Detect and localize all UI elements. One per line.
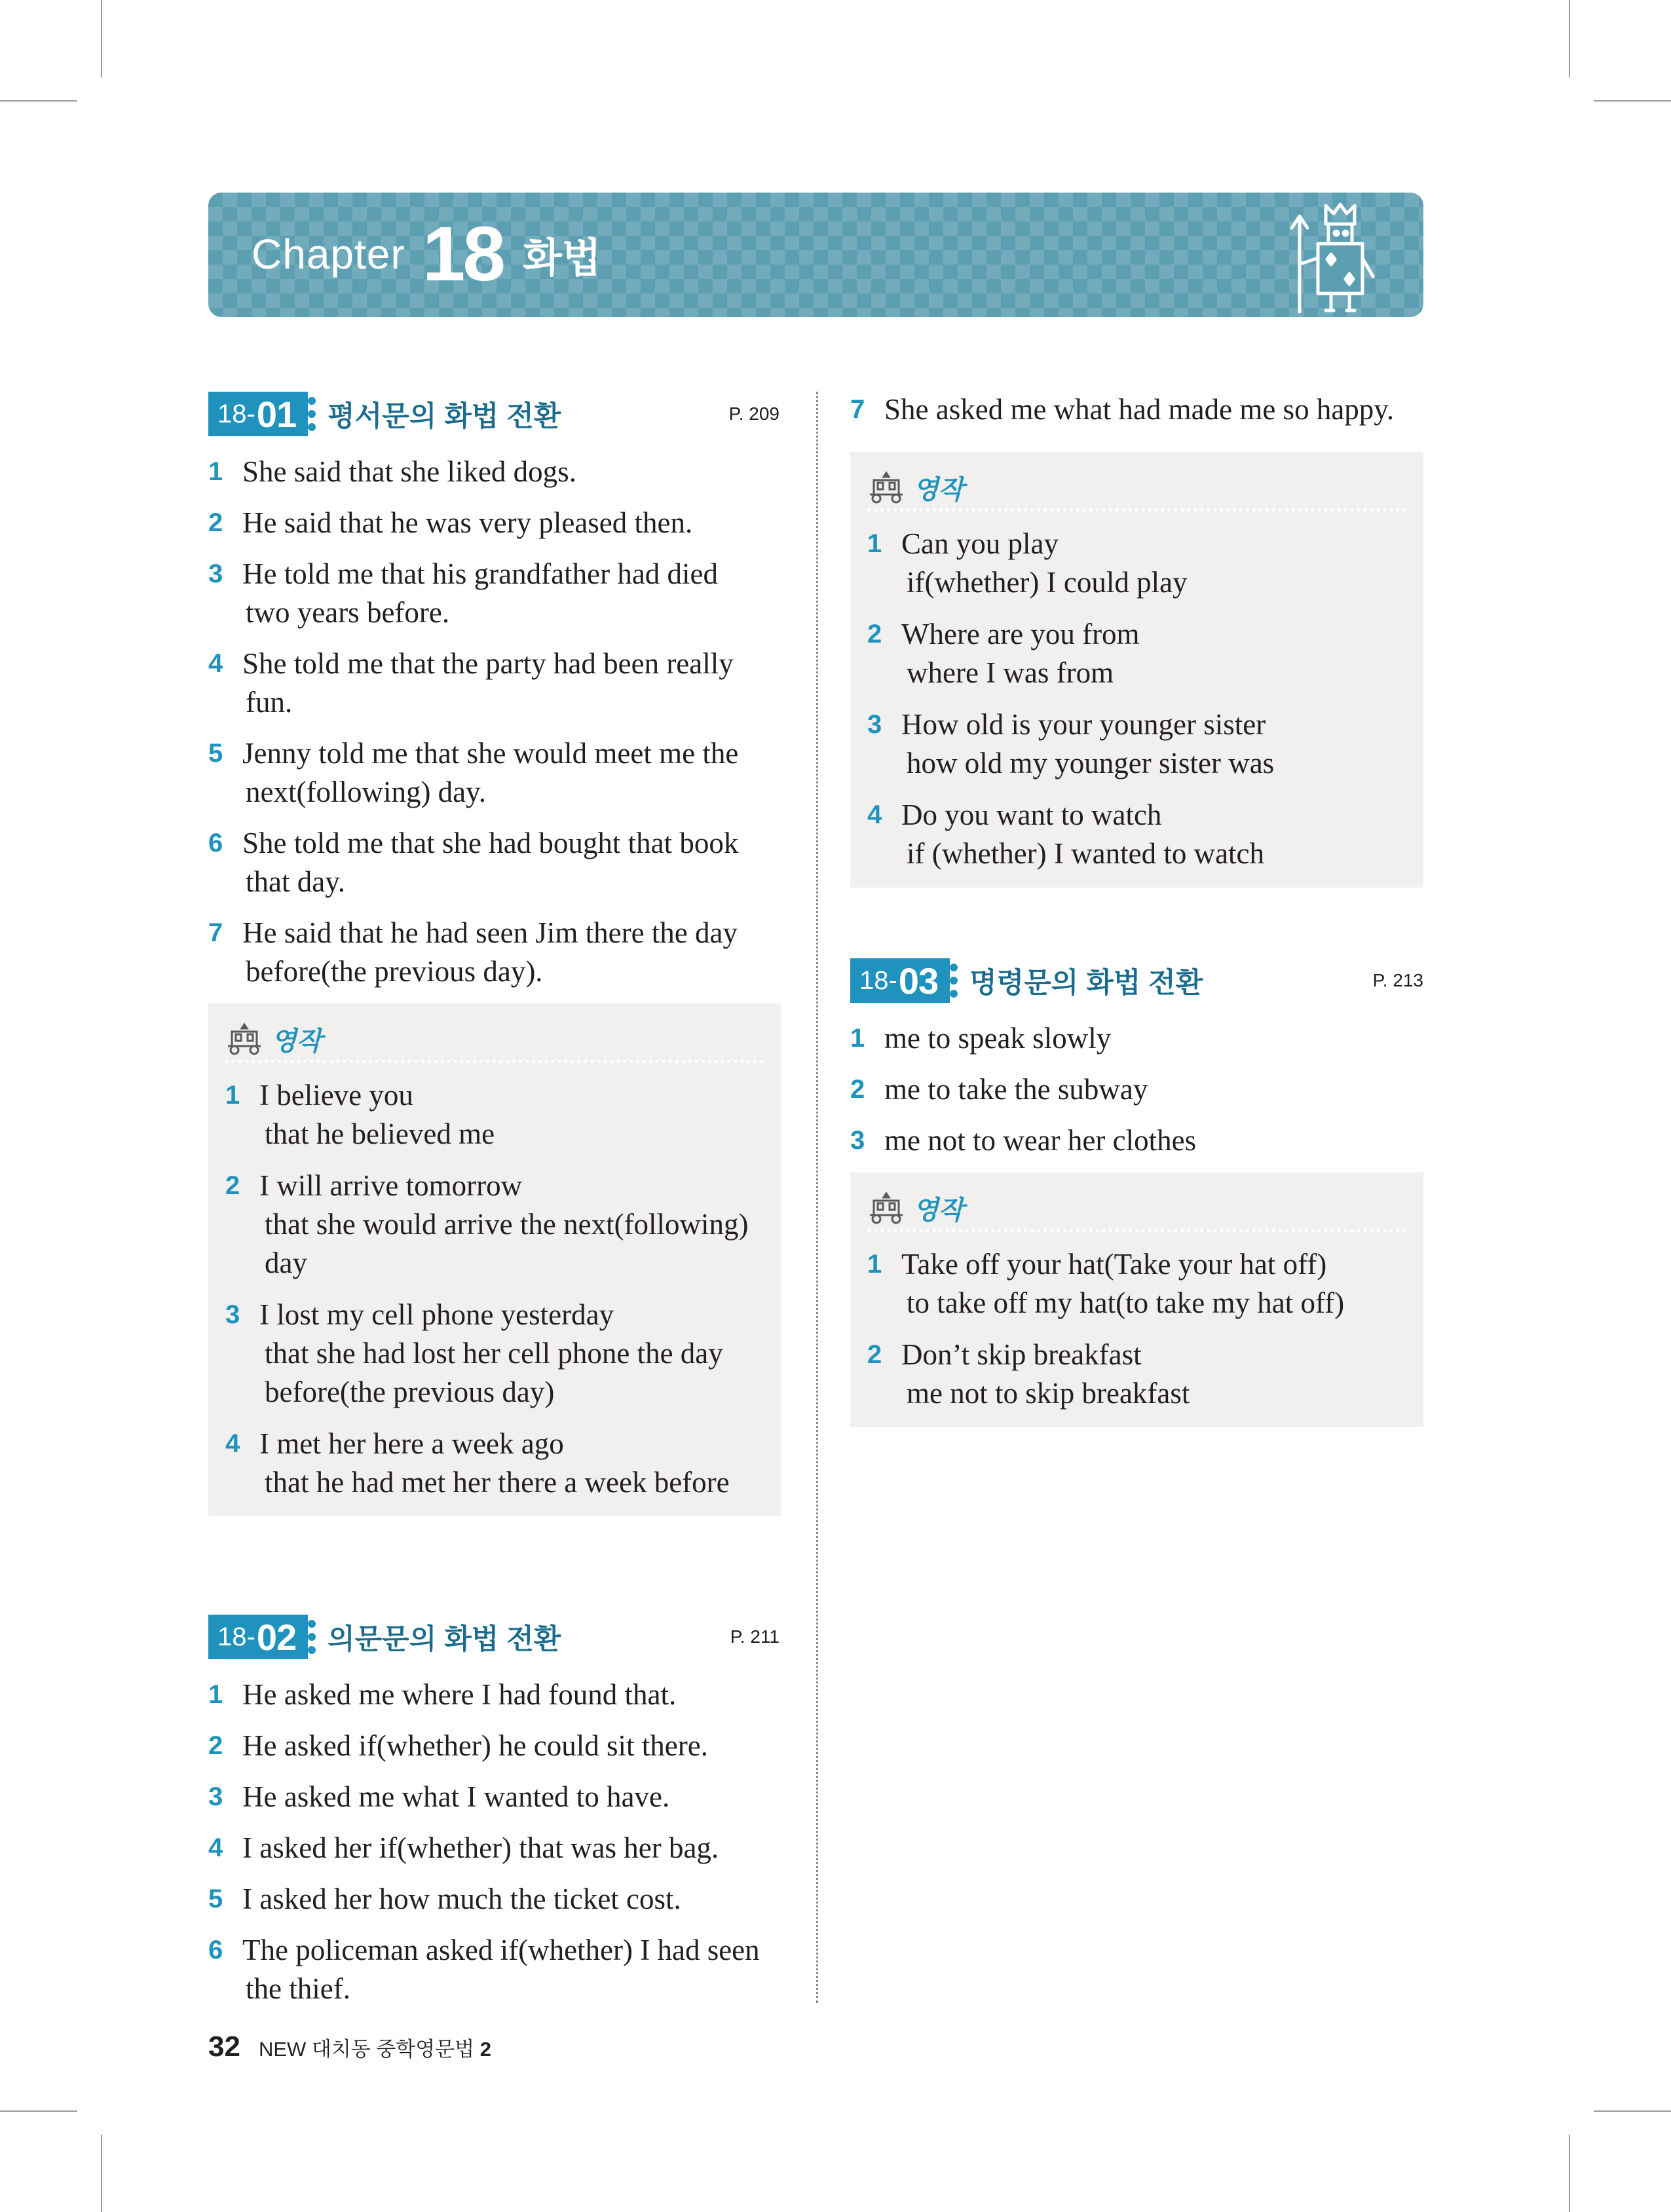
composition-label: 영작	[271, 1026, 322, 1056]
section-tag	[850, 958, 950, 1003]
page-number: 32	[208, 2031, 240, 2063]
crop-mark	[101, 2135, 102, 2212]
item-text: He said that he was very pleased then.	[242, 506, 693, 539]
item-text: me not to wear her clothes	[884, 1124, 1197, 1157]
item-number: 2	[850, 1075, 865, 1104]
item-text: before(the previous day)	[265, 1376, 555, 1408]
section-tag	[208, 1615, 308, 1659]
list-item	[208, 1676, 779, 1714]
card-soldier-icon	[1273, 199, 1411, 314]
item-text: She asked me what had made me so happy.	[884, 393, 1395, 426]
item-text: I asked her if(whether) that was her bag.	[242, 1831, 719, 1864]
item-text: that she would arrive the next(following)	[265, 1208, 749, 1241]
column-divider	[816, 392, 818, 2003]
list-item	[225, 1296, 764, 1412]
crop-mark	[1594, 100, 1671, 102]
composition-list	[867, 1245, 1406, 1413]
item-number: 4	[208, 1833, 223, 1862]
section-number: 03	[898, 960, 939, 1002]
item-text: how old my younger sister was	[907, 747, 1275, 779]
list-item	[208, 1880, 779, 1919]
item-text: Jenny told me that she would meet me the	[242, 737, 739, 770]
answer-list	[850, 1019, 1423, 1160]
list-item	[208, 1931, 779, 2008]
item-number: 4	[208, 649, 223, 678]
list-item	[867, 1336, 1406, 1413]
item-number: 2	[208, 1731, 223, 1760]
section-prefix: 18-	[217, 1622, 255, 1651]
list-item	[208, 824, 779, 901]
composition-list	[225, 1076, 764, 1502]
item-text: fun.	[246, 686, 293, 719]
list-item	[867, 796, 1406, 873]
item-number: 7	[208, 918, 223, 947]
carriage-icon	[867, 1191, 905, 1224]
item-text: that he had met her there a week before	[265, 1466, 730, 1499]
crop-mark	[0, 100, 77, 102]
item-number: 4	[225, 1429, 240, 1458]
item-text: She told me that the party had been really	[242, 647, 734, 680]
item-number: 4	[867, 800, 882, 829]
item-number: 2	[208, 508, 223, 537]
list-item	[867, 525, 1406, 602]
list-item	[225, 1167, 764, 1283]
item-text: How old is your younger sister	[901, 708, 1266, 741]
item-number: 3	[208, 559, 223, 588]
book-volume: 2	[479, 2038, 491, 2061]
item-text: where I was from	[907, 656, 1114, 689]
item-text: He told me that his grandfather had died	[242, 557, 719, 590]
section-tag	[208, 392, 308, 436]
item-number: 2	[867, 1340, 882, 1369]
composition-box	[850, 452, 1423, 888]
section-header	[208, 1613, 779, 1660]
item-number: 1	[208, 1680, 223, 1709]
item-number: 1	[867, 529, 882, 558]
composition-header	[867, 1187, 1406, 1232]
composition-header	[225, 1018, 764, 1063]
item-number: 1	[225, 1081, 240, 1110]
item-text: He asked if(whether) he could sit there.	[242, 1729, 708, 1762]
item-text: I lost my cell phone yesterday	[259, 1298, 614, 1331]
list-item	[225, 1425, 764, 1502]
item-text: I believe you	[259, 1079, 413, 1112]
item-text: He asked me what I wanted to have.	[242, 1780, 670, 1813]
composition-list	[867, 525, 1406, 873]
item-text: The policeman asked if(whether) I had seen	[242, 1934, 760, 1966]
item-text: I met her here a week ago	[259, 1427, 564, 1460]
item-number: 2	[225, 1171, 240, 1200]
book-title-text: NEW 대치동 중학영문법	[258, 2038, 475, 2061]
item-text: I asked her how much the ticket cost.	[242, 1883, 681, 1915]
item-text: before(the previous day).	[246, 955, 543, 988]
list-item	[867, 1245, 1406, 1322]
section-title: 의문문의 화법 전환	[328, 1623, 561, 1655]
item-text: me not to skip breakfast	[907, 1377, 1190, 1410]
item-text: that she had lost her cell phone the day	[265, 1337, 723, 1370]
chapter-heading	[252, 208, 601, 300]
list-item	[208, 504, 779, 542]
left-column	[208, 390, 779, 2021]
section-number: 01	[256, 393, 297, 435]
item-text: two years before.	[246, 596, 450, 629]
item-number: 3	[225, 1300, 240, 1329]
list-item	[208, 645, 779, 722]
item-text: Don’t skip breakfast	[901, 1338, 1142, 1371]
item-text: Do you want to watch	[901, 798, 1162, 831]
crop-mark	[101, 0, 102, 77]
list-item	[850, 1070, 1423, 1109]
right-column	[850, 390, 1423, 1427]
crop-mark	[0, 2110, 77, 2112]
chapter-title: 화법	[522, 235, 601, 281]
item-text: if (whether) I wanted to watch	[907, 837, 1265, 870]
item-text: to take off my hat(to take my hat off)	[907, 1286, 1345, 1319]
book-title	[259, 2033, 491, 2062]
section-prefix: 18-	[217, 399, 255, 428]
tag-notch	[308, 1620, 316, 1654]
composition-header	[867, 466, 1406, 512]
crop-mark	[1594, 2110, 1671, 2112]
crop-mark	[1569, 2135, 1570, 2212]
composition-box	[208, 1003, 781, 1516]
answer-list	[208, 1676, 779, 2008]
list-item	[867, 615, 1406, 692]
carriage-icon	[225, 1022, 263, 1055]
chapter-banner	[208, 193, 1423, 317]
section-number: 02	[256, 1616, 297, 1658]
list-item	[850, 1121, 1423, 1160]
chapter-number: 18	[422, 211, 503, 297]
list-item	[867, 705, 1406, 783]
list-item	[225, 1076, 764, 1153]
page-reference: P. 209	[728, 403, 779, 424]
list-item	[208, 1829, 779, 1867]
composition-box	[850, 1172, 1423, 1427]
item-text: She told me that she had bought that book	[242, 827, 739, 859]
item-number: 3	[850, 1126, 865, 1155]
page-reference: P. 213	[1372, 970, 1423, 990]
item-text: Where are you from	[901, 618, 1140, 650]
item-text: that he believed me	[265, 1117, 495, 1150]
tag-notch	[308, 397, 316, 431]
composition-label: 영작	[913, 1195, 964, 1225]
item-text: Can you play	[901, 527, 1059, 560]
item-number: 7	[850, 395, 865, 424]
item-text: I will arrive tomorrow	[259, 1169, 523, 1202]
item-number: 5	[208, 1884, 223, 1913]
item-text: She said that she liked dogs.	[242, 455, 576, 488]
item-number: 3	[867, 710, 882, 739]
item-number: 1	[867, 1250, 882, 1279]
item-number: 6	[208, 1936, 223, 1964]
item-text: He said that he had seen Jim there the day	[242, 916, 738, 949]
item-number: 2	[867, 620, 882, 648]
item-text: He asked me where I had found that.	[242, 1678, 677, 1711]
section-prefix: 18-	[859, 965, 897, 995]
list-item	[208, 1778, 779, 1816]
carriage-icon	[867, 471, 905, 504]
composition-label: 영작	[913, 475, 964, 504]
list-item	[208, 555, 779, 632]
section-title: 명령문의 화법 전환	[969, 967, 1203, 999]
list-item	[208, 914, 779, 991]
item-number: 3	[208, 1782, 223, 1811]
chapter-label: Chapter	[252, 231, 405, 278]
section-header	[208, 390, 779, 438]
item-text: the thief.	[246, 1972, 350, 2005]
item-text: that day.	[246, 865, 346, 898]
section-title: 평서문의 화법 전환	[328, 400, 561, 432]
item-number: 5	[208, 739, 223, 768]
item-text: Take off your hat(Take your hat off)	[901, 1248, 1327, 1281]
page-footer	[208, 2031, 491, 2063]
item-number: 6	[208, 829, 223, 857]
item-text: day	[265, 1247, 307, 1279]
section-header	[850, 957, 1423, 1004]
list-item	[208, 1727, 779, 1765]
page-reference: P. 211	[730, 1626, 779, 1647]
item-text: me to take the subway	[884, 1073, 1148, 1106]
list-item	[208, 734, 779, 812]
item-number: 1	[208, 457, 223, 486]
item-text: me to speak slowly	[884, 1022, 1112, 1055]
item-number: 1	[850, 1024, 865, 1053]
list-item	[208, 453, 779, 491]
tag-notch	[950, 964, 958, 998]
list-item	[850, 390, 1423, 429]
item-text: next(following) day.	[246, 776, 486, 808]
item-text: if(whether) I could play	[907, 566, 1188, 599]
answer-list	[208, 453, 779, 991]
crop-mark	[1569, 0, 1570, 77]
list-item	[850, 1019, 1423, 1058]
answer-list	[850, 390, 1423, 429]
